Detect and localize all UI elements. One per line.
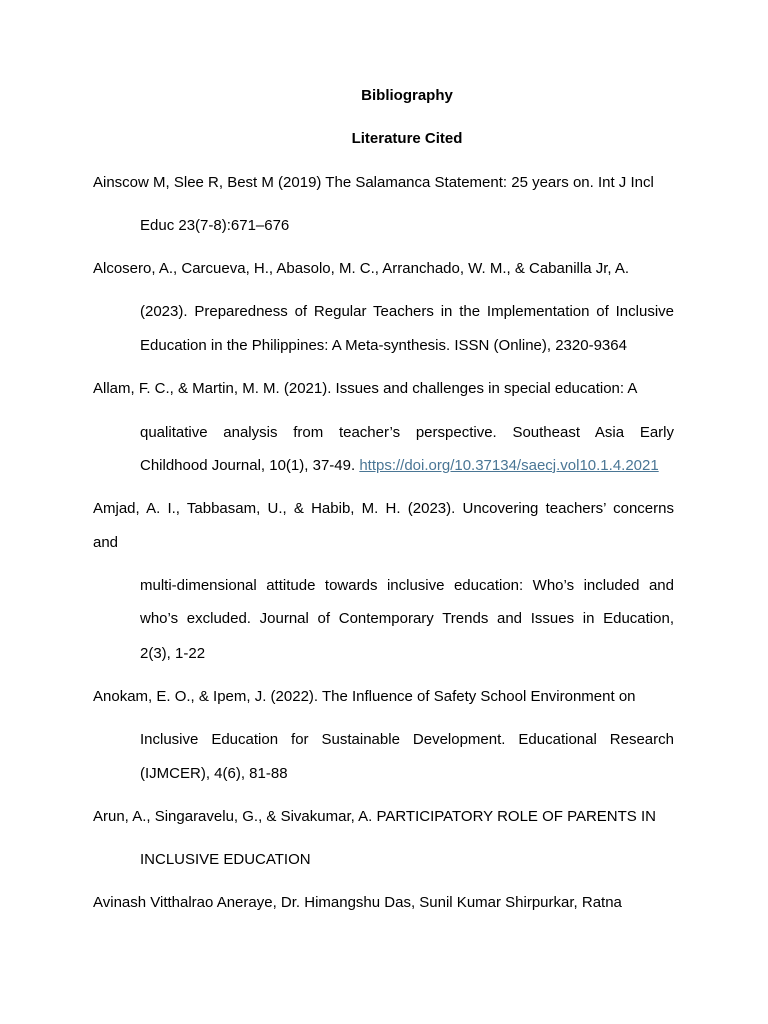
entry-line: 2(3), 1-22 (140, 645, 206, 662)
entry-line: Arun, A., Singaravelu, G., & Sivakumar, A. PARTICIPATORY ROLE OF PARENTS IN (93, 808, 656, 825)
entry-line: Amjad, A. I., Tabbasam, U., & Habib, M. H. (2023). Uncovering teachers’ concerns (93, 500, 674, 517)
entry-line: Education in the Philippines: A Meta-synthesis. ISSN (Online), 2320-9364 (140, 337, 627, 354)
entry-line: Educ 23(7-8):671–676 (140, 217, 290, 234)
entry-line: Ainscow M, Slee R, Best M (2019) The Salamanca Statement: 25 years on. Int J Incl (93, 174, 654, 191)
entry-line: Avinash Vitthalrao Aneraye, Dr. Himangshu Das, Sunil Kumar Shirpurkar, Ratna (93, 894, 622, 911)
entry-line: INCLUSIVE EDUCATION (140, 851, 311, 868)
doi-link[interactable]: https://doi.org/10.37134/saecj.vol10.1.4.2021 (359, 457, 659, 474)
entry-line: who’s excluded. Journal of Contemporary Trends and Issues in Education, (140, 610, 674, 627)
literature-cited-subheading: Literature Cited (351, 130, 463, 147)
entry-line: Anokam, E. O., & Ipem, J. (2022). The Influence of Safety School Environment on (93, 688, 636, 705)
entry-line: Allam, F. C., & Martin, M. M. (2021). Issues and challenges in special education: A (93, 380, 638, 397)
entry-line: Alcosero, A., Carcueva, H., Abasolo, M. C., Arranchado, W. M., & Cabanilla Jr, A. (93, 260, 630, 277)
bibliography-heading: Bibliography (361, 87, 453, 104)
entry-line: (2023). Preparedness of Regular Teachers in the Implementation of Inclusive (140, 303, 674, 320)
entry-line: (IJMCER), 4(6), 81-88 (140, 765, 288, 782)
entry-line: multi-dimensional attitude towards inclusive education: Who’s included and (140, 577, 674, 594)
entry-line-with-link (140, 457, 659, 475)
entry-line: Inclusive Education for Sustainable Development. Educational Research (140, 731, 674, 748)
entry-line: and (93, 534, 119, 551)
entry-line-text: Childhood Journal, 10(1), 37-49. (140, 457, 356, 474)
entry-line: qualitative analysis from teacher’s perspective. Southeast Asia Early (140, 424, 674, 441)
